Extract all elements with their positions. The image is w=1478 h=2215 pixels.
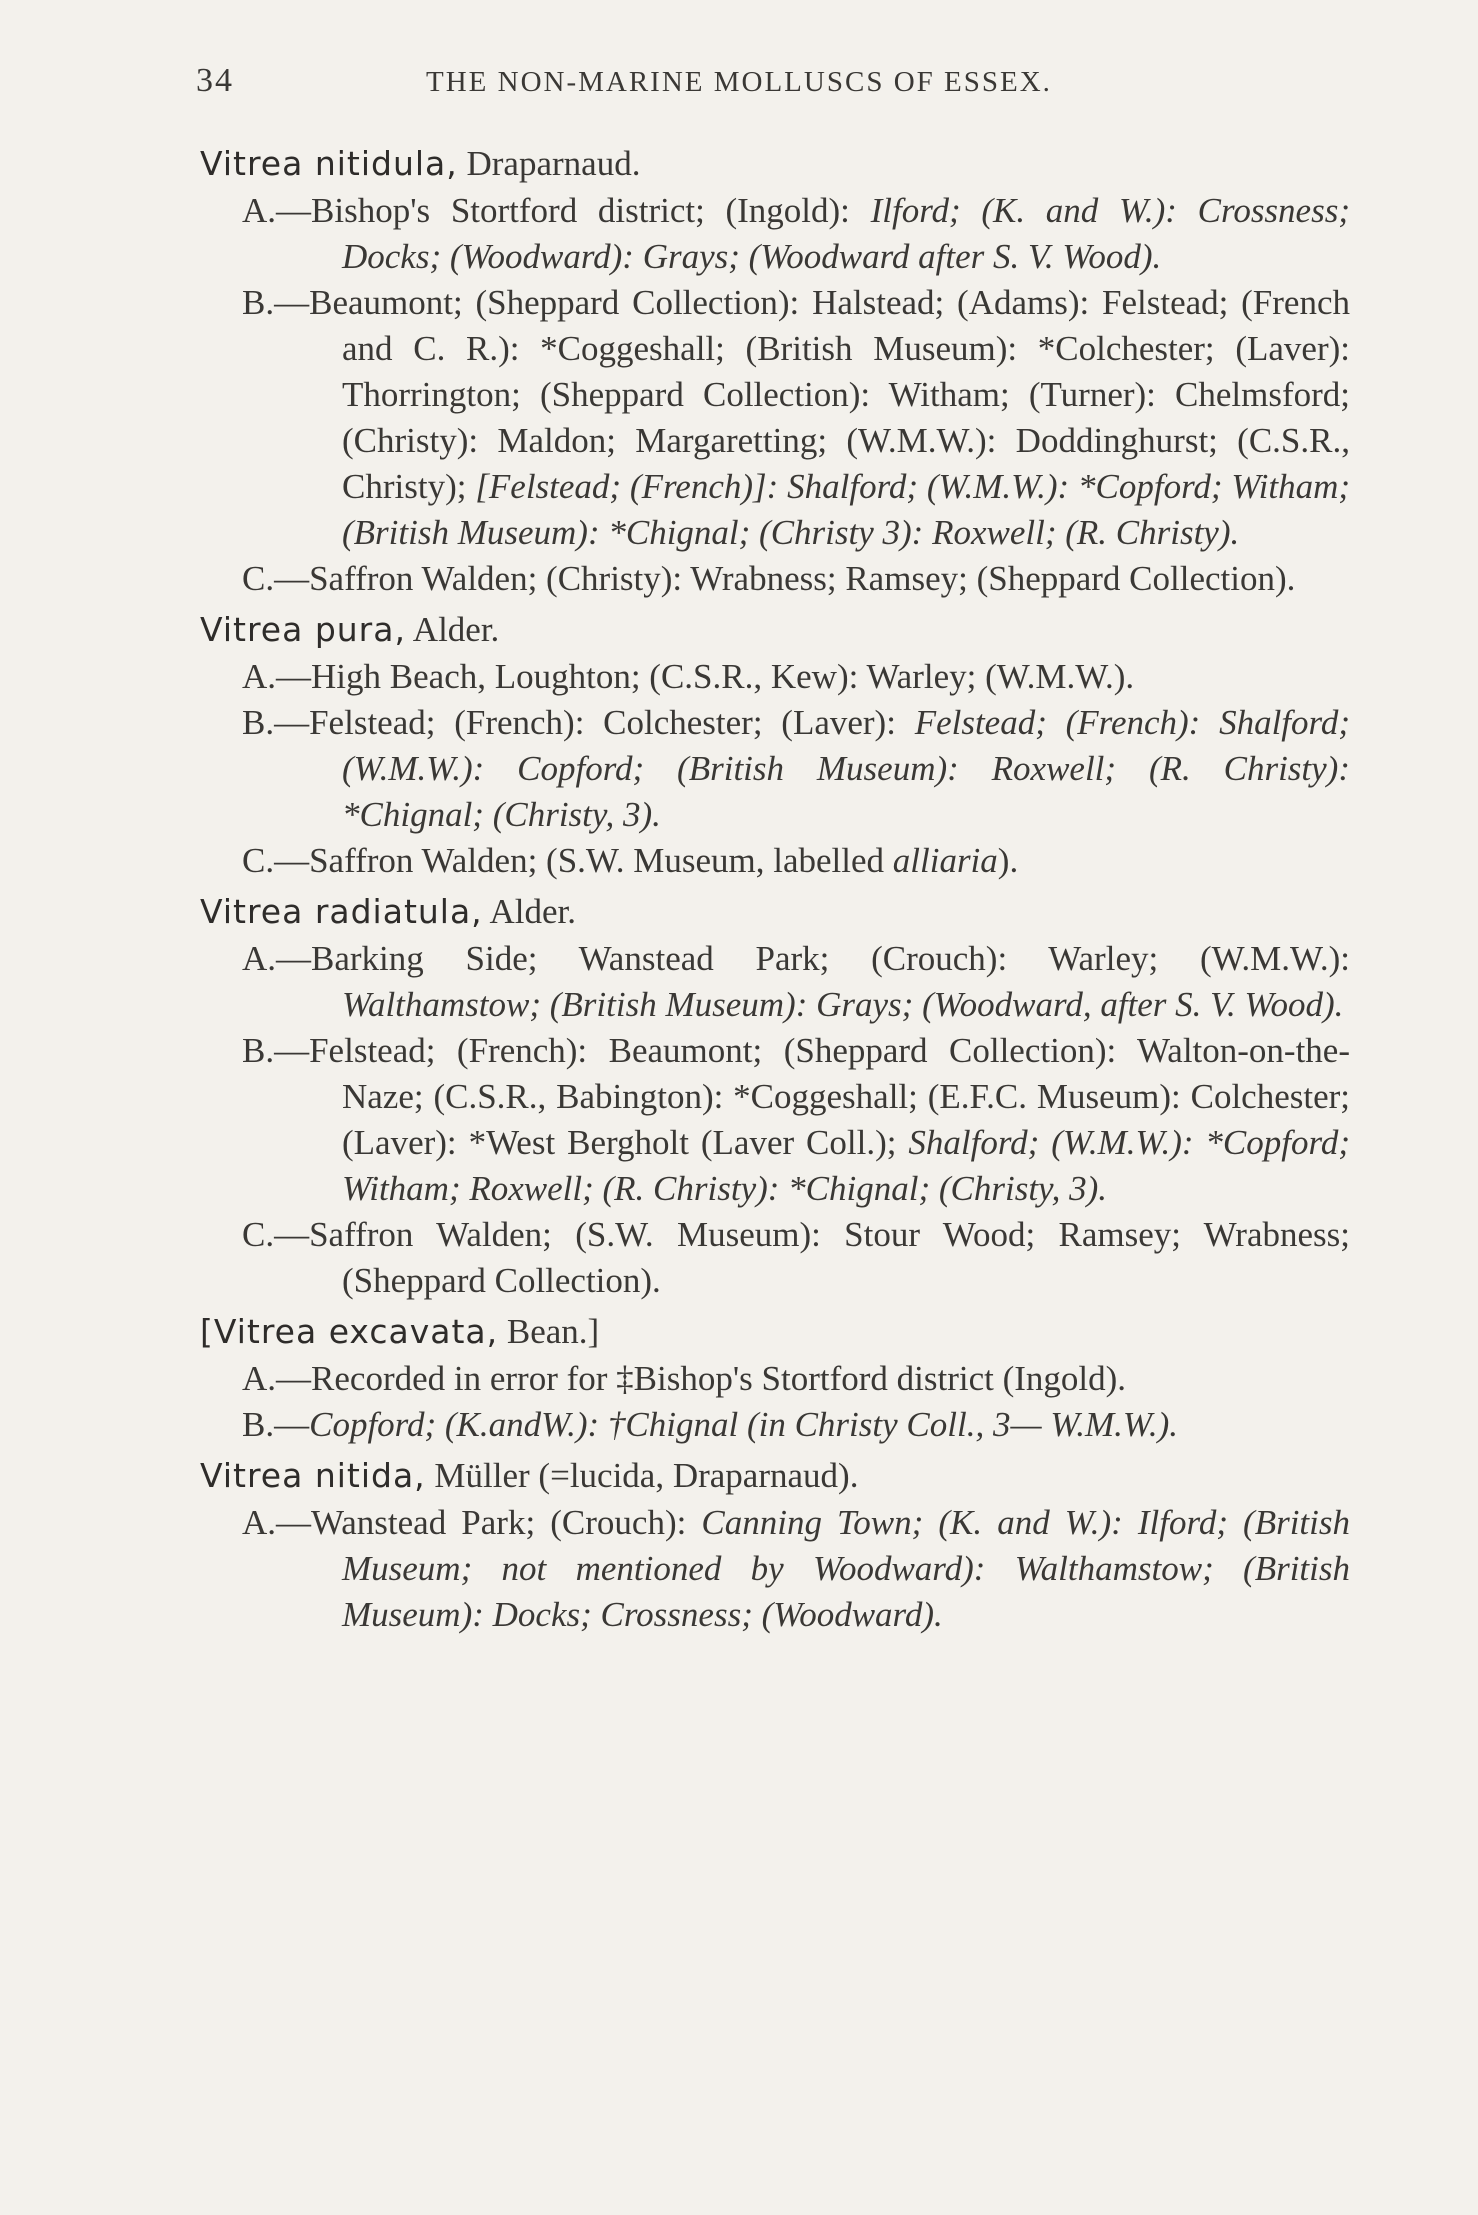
locality-record <box>200 556 1350 602</box>
record-text: C.—Saffron Walden; (Christy): Wrabness; Ramsey; (Sheppard Collection). <box>242 559 1296 598</box>
record-text: ). <box>997 841 1019 880</box>
species-entry <box>200 888 1350 1304</box>
species-name: Vitrea radiatula, <box>200 892 483 931</box>
locality-record <box>200 700 1350 838</box>
page-header <box>196 62 1326 102</box>
italic-text: Copford; (K.andW.): †Chignal (in Christy Coll., 3— W.M.W.). <box>309 1405 1179 1444</box>
species-author: Alder. <box>482 892 577 931</box>
species-author: Alder. <box>405 610 500 649</box>
species-heading <box>200 606 1350 654</box>
locality-record <box>200 1402 1350 1448</box>
running-title: THE NON-MARINE MOLLUSCS OF ESSEX. <box>426 66 1052 98</box>
species-author: Müller (=lucida, Draparnaud). <box>425 1456 859 1495</box>
species-name: [Vitrea excavata, <box>200 1312 499 1351</box>
locality-record <box>200 838 1350 884</box>
species-name: Vitrea pura, <box>200 610 406 649</box>
italic-text: Ilford; (K. and W.): Crossness; Docks; (Woodward): Grays; (Woodward after S. V. Wood). <box>342 191 1350 276</box>
locality-record <box>200 936 1350 1028</box>
locality-record <box>200 1500 1350 1638</box>
italic-text: Felstead; (French): Shalford; (W.M.W.): Copford; (British Museum): Roxwell; (R. Christy): *Chignal; (Christy, 3). <box>342 703 1351 834</box>
page-number: 34 <box>196 62 234 99</box>
record-text: B.— <box>242 1405 310 1444</box>
italic-text: Walthamstow; (British Museum): Grays; (Woodward, after S. V. Wood). <box>342 985 1344 1024</box>
species-entry <box>200 1308 1350 1448</box>
species-author: Draparnaud. <box>457 144 641 183</box>
species-entry <box>200 606 1350 884</box>
record-text: B.—Felstead; (French): Beaumont; (Sheppard Collection): Walton-on-the-Naze; (C.S.R., Babington): *Coggeshall; (E.F.C. Museum): Colchester; (Laver): *West Bergholt (Laver Coll.); <box>242 1031 1350 1162</box>
species-name: Vitrea nitidula, <box>200 144 458 183</box>
record-text: B.—Beaumont; (Sheppard Collection): Halstead; (Adams): Felstead; (French and C. R.): *Coggeshall; (British Museum): *Colchester; (Laver): Thorrington; (Sheppard Collection): Witham; (Turner): Chelmsford; (Christy): Maldon; Margaretting; (W.M.W.): Doddinghurst; (C.S.R., Christy); <box>242 283 1350 506</box>
record-text: A.—Bishop's Stortford district; (Ingold): <box>242 191 871 230</box>
species-heading <box>200 140 1350 188</box>
locality-record <box>200 654 1350 700</box>
locality-record <box>200 188 1350 280</box>
species-heading <box>200 888 1350 936</box>
species-name: Vitrea nitida, <box>200 1456 426 1495</box>
italic-text: alliaria <box>892 841 998 880</box>
page-content <box>200 140 1350 1642</box>
species-heading <box>200 1308 1350 1356</box>
locality-record <box>200 280 1350 556</box>
record-text: C.—Saffron Walden; (S.W. Museum): Stour Wood; Ramsey; Wrabness; (Sheppard Collection). <box>242 1215 1350 1300</box>
record-text: C.—Saffron Walden; (S.W. Museum, labelled <box>242 841 893 880</box>
species-heading <box>200 1452 1350 1500</box>
record-text: B.—Felstead; (French): Colchester; (Laver): <box>242 703 915 742</box>
species-author: Bean.] <box>498 1312 600 1351</box>
italic-text: Shalford; (W.M.W.): *Copford; Witham; Roxwell; (R. Christy): *Chignal; (Christy, 3). <box>342 1123 1350 1208</box>
locality-record <box>200 1212 1350 1304</box>
italic-text: Canning Town; (K. and W.): Ilford; (British Museum; not mentioned by Woodward): Walthamstow; (British Museum): Docks; Crossness; (Woodward). <box>342 1503 1350 1634</box>
species-entry <box>200 1452 1350 1638</box>
record-text: A.—Barking Side; Wanstead Park; (Crouch): Warley; (W.M.W.): <box>242 939 1350 978</box>
record-text: A.—High Beach, Loughton; (C.S.R., Kew): Warley; (W.M.W.). <box>242 657 1135 696</box>
italic-text: [Felstead; (French)]: Shalford; (W.M.W.): *Copford; Witham; (British Museum): *Chignal; (Christy 3): Roxwell; (R. Christy). <box>342 467 1350 552</box>
record-text: A.—Wanstead Park; (Crouch): <box>242 1503 702 1542</box>
record-text: A.—Recorded in error for ‡Bishop's Stortford district (Ingold). <box>242 1359 1127 1398</box>
species-entry <box>200 140 1350 602</box>
locality-record <box>200 1028 1350 1212</box>
locality-record <box>200 1356 1350 1402</box>
